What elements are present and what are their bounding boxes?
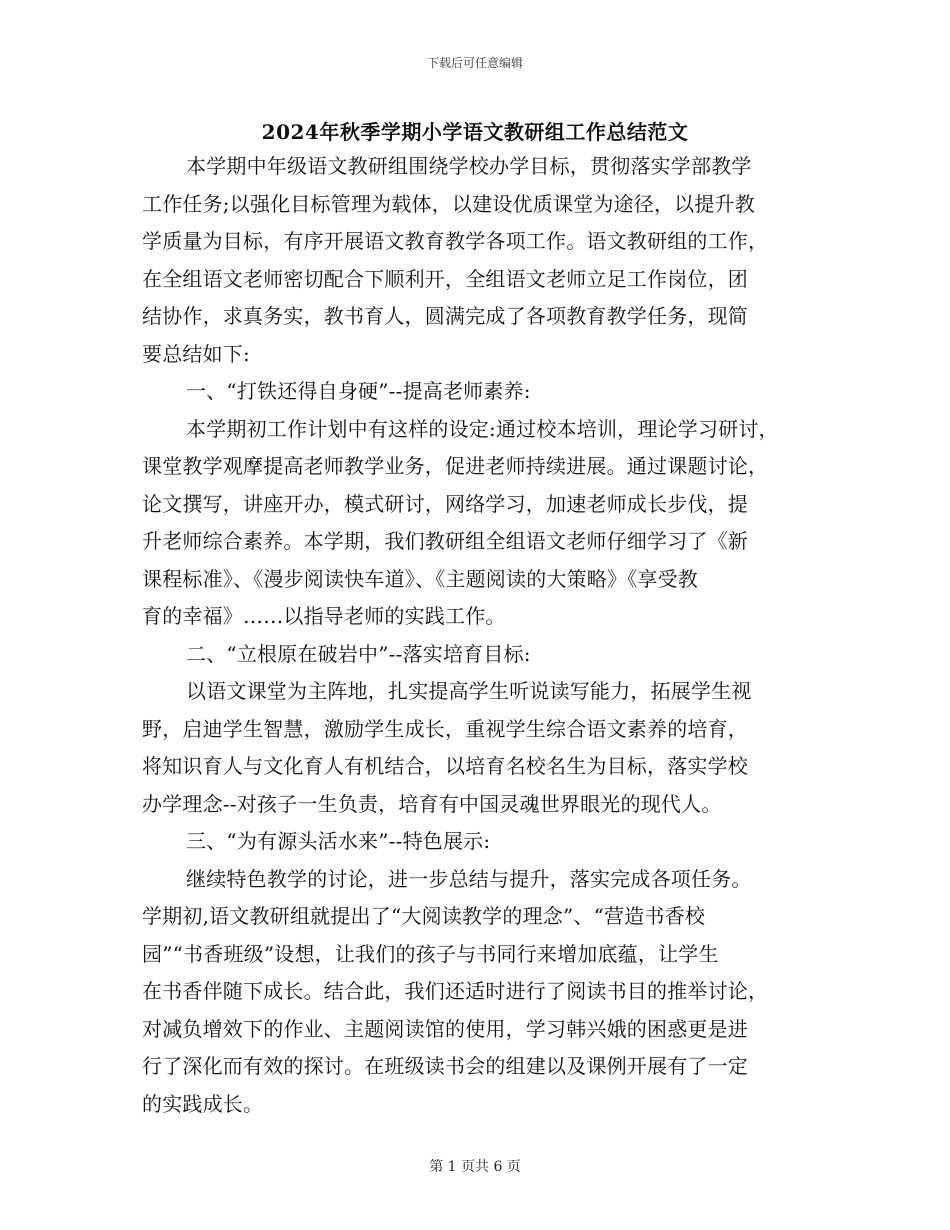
body-text-line: 升老师综合素养。本学期，我们教研组全组语文老师仔细学习了《新: [142, 529, 748, 553]
body-text-line: 以语文课堂为主阵地，扎实提高学生听说读写能力，拓展学生视: [186, 679, 752, 703]
body-text-line: 二、“立根原在破岩中”--落实培育目标:: [186, 641, 531, 666]
body-text-line: 在全组语文老师密切配合下顺利开，全组语文老师立足工作岗位，团: [142, 266, 748, 291]
document-title: 2024年秋季学期小学语文教研组工作总结范文: [261, 120, 689, 144]
body-text-line: 的实践成长。: [142, 1091, 264, 1116]
body-text-line: 在书香伴随下成长。结合此，我们还适时进行了阅读书目的推举讨论，: [142, 979, 769, 1003]
body-text-line: 继续特色教学的讨论，进一步总结与提升，落实完成各项任务。: [186, 866, 752, 891]
header-note: 下载后可任意编辑: [426, 56, 523, 70]
body-text-line: 办学理念--对孩子一生负责，培育有中国灵魂世界眼光的现代人。: [142, 791, 722, 816]
body-text-line: 工作任务;以强化目标管理为载体，以建设优质课堂为途径，以提升教: [142, 191, 755, 216]
body-text-line: 将知识育人与文化育人有机结合，以培育名校名生为目标，落实学校: [142, 754, 748, 778]
body-text-line: 对减负增效下的作业、主题阅读馆的使用，学习韩兴娥的困惑更是进: [142, 1016, 748, 1041]
body-text-line: 学质量为目标，有序开展语文教育教学各项工作。语文教研组的工作，: [142, 229, 769, 253]
body-text-line: 野，启迪学生智慧，激励学生成长，重视学生综合语文素养的培育，: [142, 716, 748, 741]
body-text-line: 要总结如下:: [142, 341, 250, 366]
body-text-line: 课堂教学观摩提高老师教学业务，促进老师持续进展。通过课题讨论，: [142, 454, 769, 478]
body-text-line: 结协作，求真务实，教书育人，圆满完成了各项教育教学任务，现简: [142, 304, 748, 328]
body-text-line: 一、“打铁还得自身硬”--提高老师素养:: [186, 379, 531, 403]
body-text-line: 本学期中年级语文教研组围绕学校办学目标，贯彻落实学部教学: [186, 154, 752, 178]
body-text-line: 论文撰写，讲座开办，模式研讨，网络学习，加速老师成长步伐，提: [142, 491, 748, 516]
body-text-line: 行了深化而有效的探讨。在班级读书会的组建以及课例开展有了一定: [142, 1054, 748, 1078]
body-text-line: 课程标准》、《漫步阅读快车道》、《主题阅读的大策略》《享受教: [142, 566, 698, 591]
body-text-line: 园”“书香班级”设想，让我们的孩子与书同行来增加底蕴，让学生: [142, 941, 719, 966]
body-text-line: 本学期初工作计划中有这样的设定:通过校本培训，理论学习研讨，: [186, 416, 779, 441]
page-footer: 第 1 页共 6 页: [429, 1159, 521, 1175]
body-text-line: 学期初,语文教研组就提出了“大阅读教学的理念”、“营造书香校: [142, 904, 706, 928]
body-text-line: 育的幸福》……以指导老师的实践工作。: [142, 604, 506, 628]
body-text-line: 三、“为有源头活水来”--特色展示:: [186, 829, 491, 853]
document-body: [142, 148, 830, 1123]
